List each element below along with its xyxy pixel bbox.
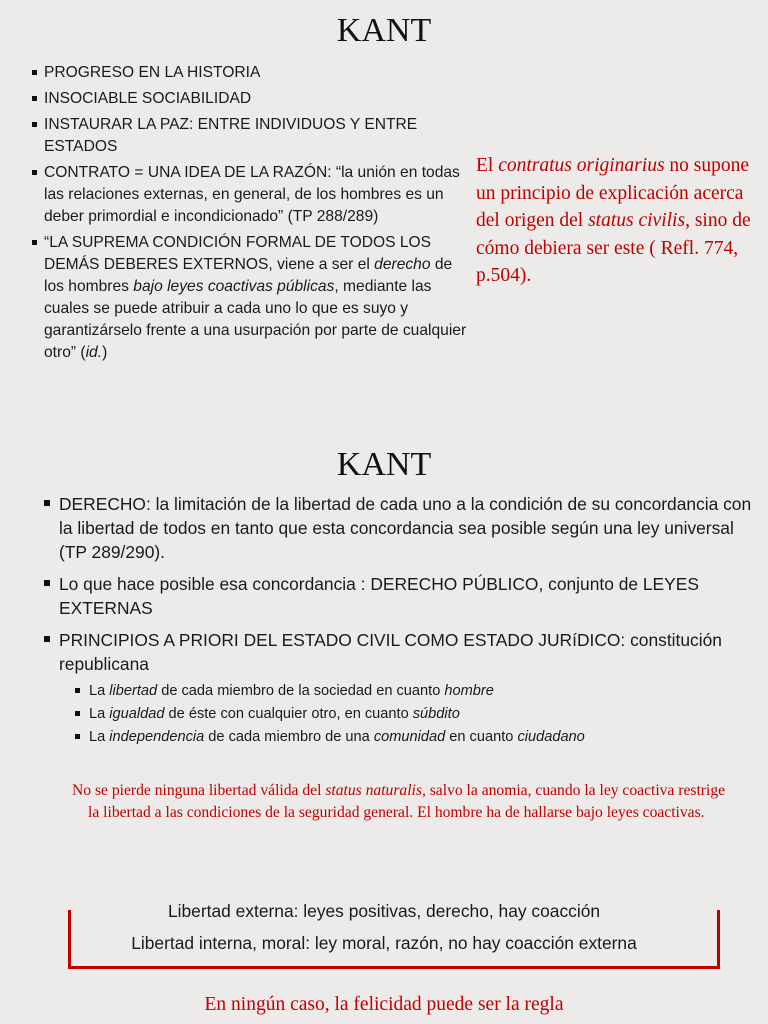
external-liberty-text: Libertad externa: leyes positivas, derecho, hay coacción [167,901,601,921]
square-bullet-icon [44,636,50,642]
principles-sublist [75,680,764,749]
list-item: La igualdad de éste con cualquier otro, en cuanto súbdito [75,703,764,726]
list-item: PROGRESO EN LA HISTORIA [32,62,468,84]
list-item: PRINCIPIOS A PRIORI DEL ESTADO CIVIL COMO ESTADO JURíDICO: constitución republicana La libertad de cada miembro de la sociedad en cuanto hombre La igualdad de éste con cualquier otro, en cuanto súbdito La independencia de cada miembro de una comunidad en cuanto ciudadano [44,628,764,749]
square-bullet-icon [32,70,37,75]
list-item: CONTRATO = UNA IDEA DE LA RAZÓN: “la unión en todas las relaciones externas, en general, de los hombres es un deber primordial e incondicionado” (TP 288/289) [32,162,468,228]
square-bullet-icon [32,170,37,175]
slide2-title: KANT [336,446,432,483]
final-statement: En ningún caso, la felicidad puede ser la regla [204,994,564,1015]
square-bullet-icon [75,734,80,739]
list-item: La libertad de cada miembro de la sociedad en cuanto hombre [75,680,764,703]
square-bullet-icon [75,711,80,716]
square-bullet-icon [44,500,50,506]
slide2-note: No se pierde ninguna libertad válida del status naturalis, salvo la anomia, cuando la ley coactiva restrige la libertad a las condiciones de la seguridad general. El hombre ha de hallarse bajo leyes coactivas. [72,782,726,821]
slide1-bullet-list [32,62,468,368]
square-bullet-icon [32,96,37,101]
list-item: Lo que hace posible esa concordancia : DERECHO PÚBLICO, conjunto de LEYES EXTERNAS [44,572,764,620]
slide1-side-note: El contratus originarius no supone un principio de explicación acerca del origen del status civilis, sino de cómo debiera ser este ( Refl. 774, p.504). [476,155,751,286]
square-bullet-icon [44,580,50,586]
square-bullet-icon [32,122,37,127]
internal-liberty-text: Libertad interna, moral: ley moral, razón, no hay coacción externa [131,933,637,953]
list-item: INSTAURAR LA PAZ: ENTRE INDIVIDUOS Y ENTRE ESTADOS [32,114,468,158]
square-bullet-icon [75,688,80,693]
list-item: La independencia de cada miembro de una comunidad en cuanto ciudadano [75,726,764,749]
list-item: INSOCIABLE SOCIABILIDAD [32,88,468,110]
list-item: “LA SUPREMA CONDICIÓN FORMAL DE TODOS LOS DEMÁS DEBERES EXTERNOS, viene a ser el derecho de los hombres bajo leyes coactivas públicas, mediante las cuales se puede atribuir a cada uno lo que es suyo y garantizárselo frente a una usurpación por parte de cualquier otro” (id.) [32,232,468,364]
slide1-title: KANT [336,12,432,49]
list-item: DERECHO: la limitación de la libertad de cada uno a la condición de su concordancia con la libertad de todos en tanto que esta concordancia sea posible según una ley universal (TP 289/290). [44,492,764,564]
square-bullet-icon [32,240,37,245]
slide2-bullet-list [44,492,764,757]
